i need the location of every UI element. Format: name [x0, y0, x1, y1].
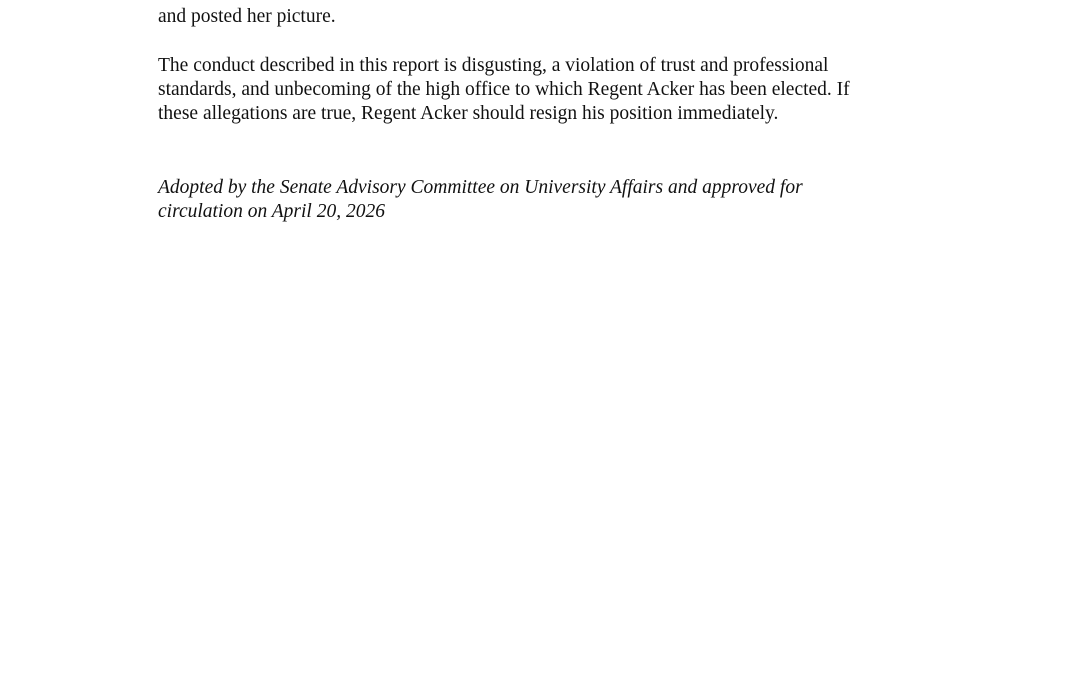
text-line: Adopted by the Senate Advisory Committee on University Affairs and approved for: [158, 177, 803, 198]
text-line: circulation on April 20, 2026: [158, 201, 385, 222]
paragraph-fragment: [158, 5, 938, 29]
adoption-note: [158, 176, 938, 224]
paragraph-conduct-statement: [158, 54, 938, 126]
text-line: these allegations are true, Regent Acker should resign his position immediately.: [158, 103, 779, 124]
text-line: The conduct described in this report is disgusting, a violation of trust and professional: [158, 55, 829, 76]
text-line: standards, and unbecoming of the high office to which Regent Acker has been elected. If: [158, 79, 850, 100]
text-line: and posted her picture.: [158, 6, 336, 27]
